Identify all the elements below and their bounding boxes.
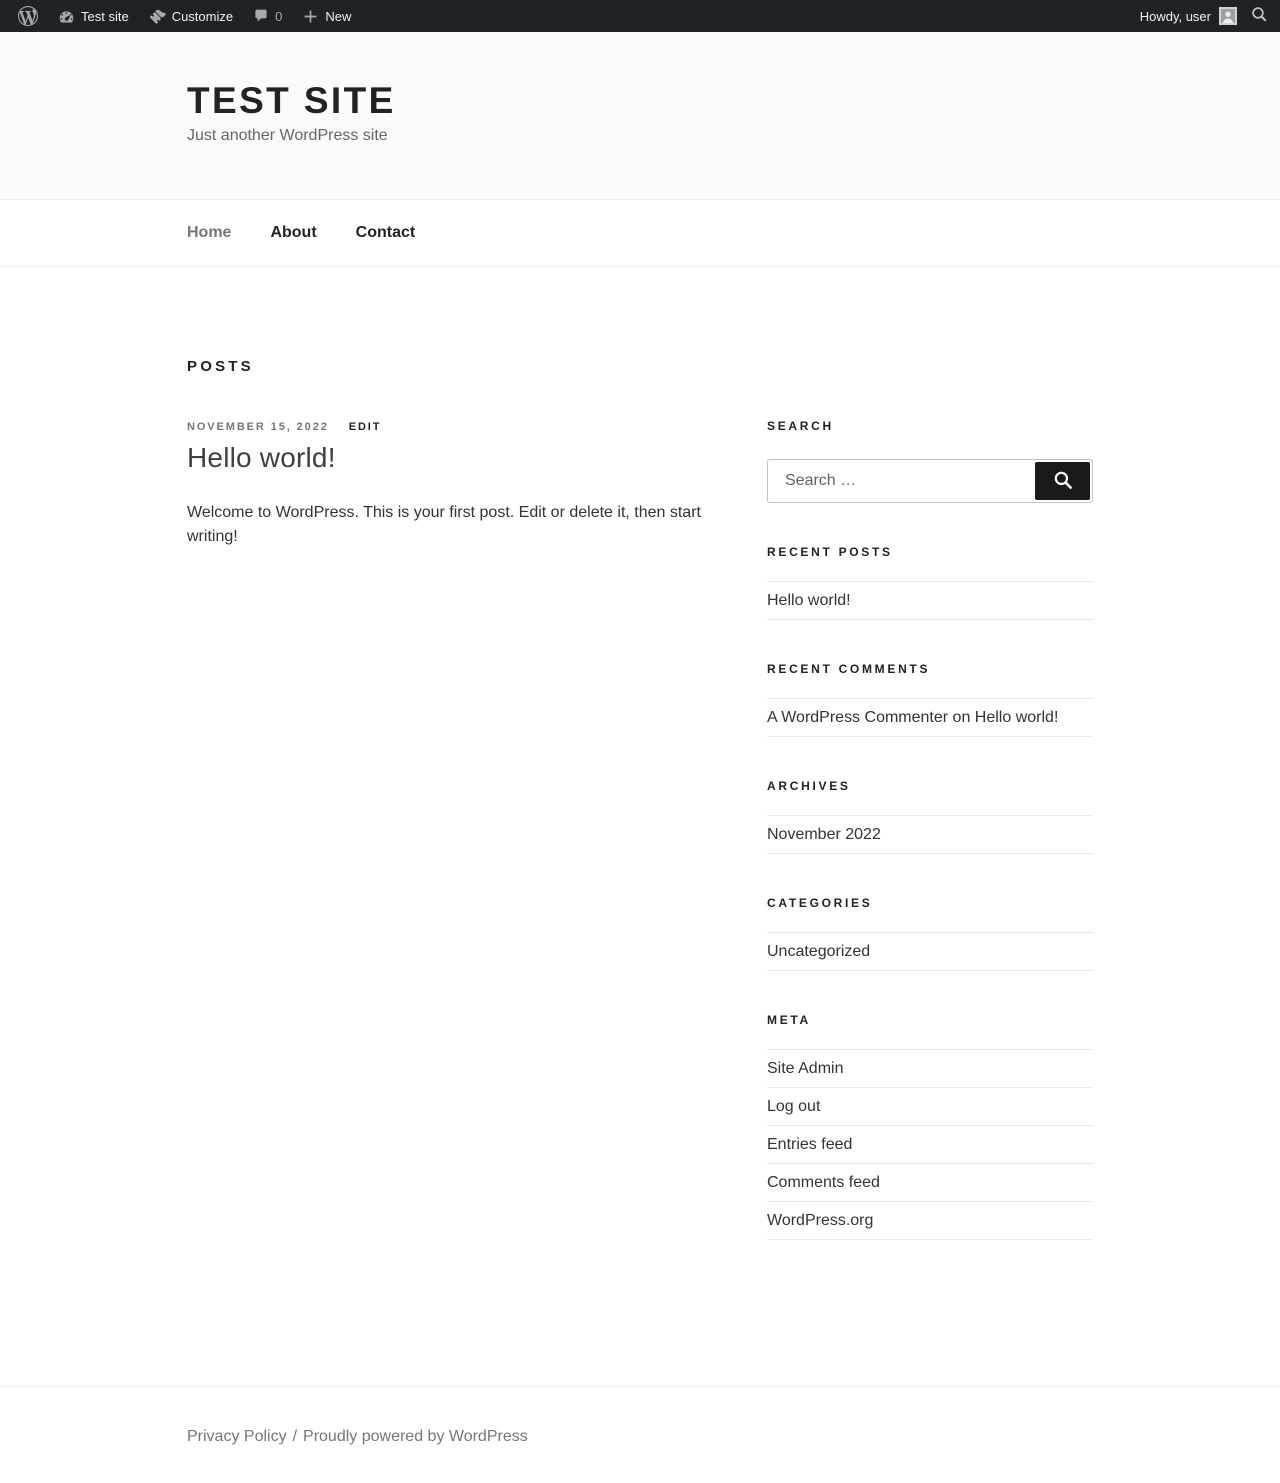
admin-bar-search-icon[interactable] [1251,6,1268,26]
list-item [767,1163,1093,1201]
comment-author-link[interactable]: A WordPress Commenter [767,709,949,726]
recent-post-link[interactable]: Hello world! [767,592,851,609]
customize-brush-icon [149,8,166,25]
meta-title: META [767,1013,811,1027]
main-column [187,267,712,1282]
primary-navigation [0,199,1280,267]
meta-widget [767,1013,1093,1240]
meta-entries-feed-link[interactable]: Entries feed [767,1136,853,1153]
wordpress-menu-button[interactable] [8,0,48,32]
wordpress-logo-icon [18,6,38,26]
meta-site-admin-link[interactable]: Site Admin [767,1060,844,1077]
list-item [767,932,1093,971]
list-item [767,1049,1093,1087]
admin-bar-site-name[interactable] [48,0,139,32]
recent-comments-widget [767,662,1093,737]
post-body: Welcome to WordPress. This is your first post. Edit or delete it, then start writing! [187,504,701,545]
list-item [767,698,1093,737]
admin-bar-new[interactable] [292,0,361,32]
list-item [767,1087,1093,1125]
admin-bar-comments[interactable] [243,0,292,32]
search-widget [767,419,1093,503]
plus-icon [302,8,319,25]
meta-log-out-link[interactable]: Log out [767,1098,821,1115]
list-item [767,815,1093,854]
categories-title: CATEGORIES [767,896,873,910]
sidebar [767,267,1093,1282]
admin-bar-customize[interactable] [139,0,243,32]
admin-bar-new-label: New [325,8,352,24]
comment-connector: on [952,709,971,726]
recent-posts-widget [767,545,1093,620]
page-title: POSTS [187,358,254,375]
post-title [187,442,712,474]
content-area [187,267,1093,1386]
archive-link[interactable]: November 2022 [767,826,881,843]
nav-item-about[interactable]: About [270,224,317,241]
post-date-link[interactable]: NOVEMBER 15, 2022 [187,421,329,433]
footer-separator: / [292,1428,298,1445]
site-tagline: Just another WordPress site [187,127,388,144]
avatar [1219,7,1237,25]
recent-posts-title: RECENT POSTS [767,545,893,559]
recent-comments-title: RECENT COMMENTS [767,662,931,676]
comments-bubble-icon [253,8,269,24]
admin-bar-site-name-label: Test site [81,8,129,24]
search-icon [1053,470,1073,493]
post-article [187,421,712,549]
site-title[interactable]: TEST SITE [187,80,396,121]
admin-bar-left [0,0,361,32]
powered-by-link[interactable]: Proudly powered by WordPress [303,1428,528,1445]
search-submit-button[interactable] [1035,462,1090,500]
admin-bar-right [1140,0,1280,32]
meta-wordpress-org-link[interactable]: WordPress.org [767,1212,874,1229]
admin-bar-customize-label: Customize [171,8,234,24]
categories-widget [767,896,1093,971]
dashboard-icon [58,8,75,25]
archives-title: ARCHIVES [767,779,851,793]
post-meta [187,421,712,433]
search-form [767,459,1093,503]
admin-bar-howdy-label: Howdy, user [1139,8,1211,24]
privacy-policy-link[interactable]: Privacy Policy [187,1428,287,1445]
nav-item-home[interactable]: Home [187,224,232,241]
meta-comments-feed-link[interactable]: Comments feed [767,1174,880,1191]
comment-post-link[interactable]: Hello world! [974,709,1059,726]
admin-bar [0,0,1280,32]
search-widget-title: SEARCH [767,419,834,433]
list-item [767,581,1093,620]
post-edit-link[interactable]: EDIT [348,421,382,433]
nav-item-contact[interactable]: Contact [355,224,416,241]
list-item [767,1201,1093,1240]
admin-bar-comment-count: 0 [275,8,283,24]
list-item [767,1125,1093,1163]
admin-bar-account[interactable] [1140,7,1237,25]
site-footer [0,1386,1280,1483]
archives-widget [767,779,1093,854]
category-link[interactable]: Uncategorized [767,943,871,960]
post-title-link[interactable]: Hello world! [187,442,336,473]
site-header [0,32,1280,199]
